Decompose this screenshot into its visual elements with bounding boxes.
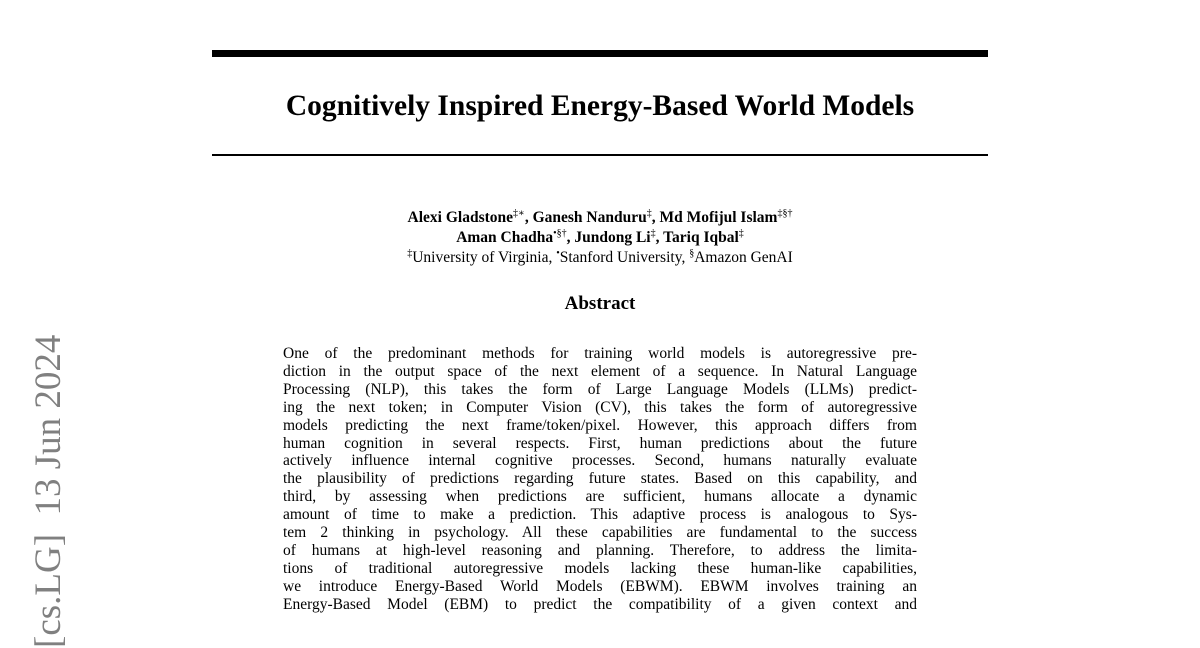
abstract-line: tem 2 thinking in psychology. All these capabilities are fundamental to the success xyxy=(283,524,917,542)
abstract-line: we introduce Energy-Based World Models (EBWM). EBWM involves training an xyxy=(283,577,917,595)
affiliation-mark: § xyxy=(689,248,695,259)
author-name: Alexi Gladstone xyxy=(407,209,514,226)
author-block xyxy=(212,208,988,268)
abstract-line: Processing (NLP), this takes the form of Large Language Models (LLMs) predict- xyxy=(283,380,917,398)
author-line-2 xyxy=(212,228,988,248)
author-marks: ‡∗ xyxy=(513,208,525,219)
affiliation-line xyxy=(212,248,988,268)
affiliation-name: Amazon GenAI xyxy=(694,249,793,266)
author-name: Jundong Li xyxy=(574,229,651,246)
author-separator: , xyxy=(524,209,533,226)
paper-title: Cognitively Inspired Energy-Based World Models xyxy=(285,90,915,122)
abstract-line: third, by assessing when predictions are sufficient, humans allocate a dynamic xyxy=(283,488,917,506)
author-separator: , xyxy=(655,229,664,246)
title-rule-top xyxy=(212,50,988,57)
affiliation-separator: , xyxy=(681,249,690,266)
author-name: Ganesh Nanduru xyxy=(532,209,647,226)
author-name: Md Mofijul Islam xyxy=(659,209,778,226)
author-line-1 xyxy=(212,208,988,228)
abstract-line: tions of traditional autoregressive models lacking these human-like capabilities, xyxy=(283,559,917,577)
affiliation-mark: • xyxy=(556,248,560,259)
abstract-line: amount of time to make a prediction. This adaptive process is analogous to Sys- xyxy=(283,506,917,524)
abstract-line: ing the next token; in Computer Vision (CV), this takes the form of autoregressive xyxy=(283,398,917,416)
affiliation-name: Stanford University xyxy=(559,249,682,266)
author-marks: ‡ xyxy=(738,228,744,239)
affiliation-name: University of Virginia xyxy=(412,249,549,266)
affiliation-separator: , xyxy=(548,249,557,266)
author-marks: ‡ xyxy=(646,208,652,219)
author-marks: •§† xyxy=(553,228,567,239)
author-separator: , xyxy=(651,209,660,226)
abstract-line: Energy-Based Model (EBM) to predict the compatibility of a given context and xyxy=(283,595,917,613)
author-name: Aman Chadha xyxy=(456,229,554,246)
author-separator: , xyxy=(566,229,575,246)
arxiv-stamp: [cs.LG] 13 Jun 2024 xyxy=(28,334,69,648)
abstract-line: diction in the output space of the next element of a sequence. In Natural Language xyxy=(283,362,917,380)
abstract-line: of humans at high-level reasoning and planning. Therefore, to address the limita- xyxy=(283,541,917,559)
title-rule-bottom xyxy=(212,154,988,156)
author-name: Tariq Iqbal xyxy=(663,229,739,246)
abstract-body xyxy=(283,345,917,614)
affiliation-mark: ‡ xyxy=(407,248,413,259)
abstract-line: actively influence internal cognitive processes. Second, humans naturally evaluate xyxy=(283,452,917,470)
abstract-line: One of the predominant methods for training world models is autoregressive pre- xyxy=(283,345,917,362)
abstract-line: models predicting the next frame/token/pixel. However, this approach differs from xyxy=(283,416,917,434)
abstract-line: the plausibility of predictions regarding future states. Based on this capability, and xyxy=(283,470,917,488)
abstract-heading: Abstract xyxy=(564,293,636,314)
abstract-line: human cognition in several respects. First, human predictions about the future xyxy=(283,434,917,452)
author-marks: ‡ xyxy=(650,228,656,239)
author-marks: ‡§† xyxy=(777,208,793,219)
